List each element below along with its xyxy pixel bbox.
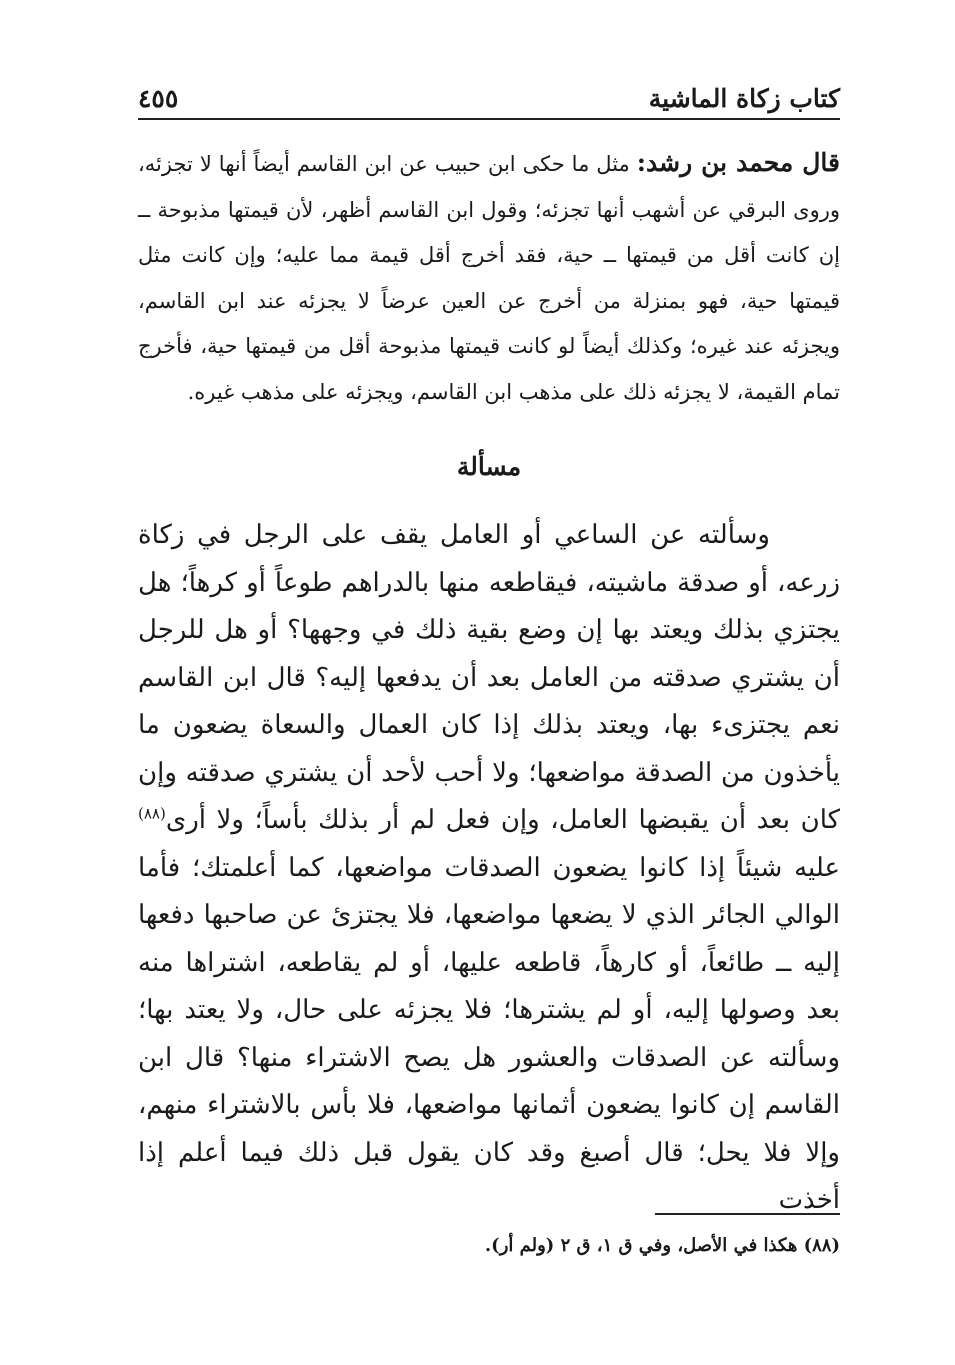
commentary-paragraph — [138, 140, 840, 415]
chapter-title: كتاب زكاة الماشية — [648, 84, 840, 113]
footnote-divider — [655, 1213, 840, 1215]
page-number: ٤٥٥ — [138, 84, 179, 113]
footnote: (٨٨) هكذا في الأصل، وفي ق ١، ق ٢ (ولم أر). — [484, 1235, 840, 1256]
question-paragraph — [138, 512, 840, 1225]
footnote-reference: (٨٨) — [138, 804, 166, 823]
section-heading: مسألة — [456, 452, 522, 481]
running-header — [138, 78, 840, 118]
header-divider — [138, 118, 840, 120]
commentary-text: مثل ما حكى ابن حبيب عن ابن القاسم أيضاً أنها لا تجزئه، وروى البرقي عن أشهب أنها تجزئه؛ وقول ابن القاسم أظهر، لأن قيمتها مذبوحة ــ إن كانت أقل من قيمتها ــ حية، فقد أخرج أقل قيمة مما عليه؛ وإن كانت مثل قيمتها حية، فهو بمنزلة من أخرج عن العين عرضاً لا يجزئه عند ابن القاسم، ويجزئه عند غيره؛ وكذلك أيضاً لو كانت قيمتها مذبوحة أقل من قيمتها حية، فأخرج تمام القيمة، لا يجزئه ذلك على مذهب ابن القاسم، ويجزئه على مذهب غيره. — [138, 152, 840, 404]
speaker-label: قال محمد بن رشد: — [636, 148, 840, 177]
question-text-part1: وسألته عن الساعي أو العامل يقف على الرجل في زكاة زرعه، أو صدقة ماشيته، فيقاطعه منها بالدراهم طوعاً أو كرهاً؛ هل يجتزي بذلك ويعتد بها إن وضع بقية ذلك في وجهها؟ أو هل للرجل أن يشتري صدقته من العامل بعد أن يدفعها إليه؟ قال ابن القاسم نعم يجتزىء بها، ويعتد بذلك إذا كان العمال والسعاة يضعون ما يأخذون من الصدقة مواضعها؛ ولا أحب لأحد أن يشتري صدقته وإن كان بعد أن يقبضها العامل، وإن فعل لم أر بذلك بأساً؛ ولا أرى — [138, 520, 840, 835]
question-text-part2: عليه شيئاً إذا كانوا يضعون الصدقات مواضعها، كما أعلمتك؛ فأما الوالي الجائر الذي لا يضعها مواضعها، فلا يجتزئ عن صاحبها دفعها إليه ــ طائعاً، أو كارهاً، قاطعه عليها، أو لم يقاطعه، اشتراها منه بعد وصولها إليه، أو لم يشترها؛ فلا يجزئه على حال، ولا يعتد بها؛ وسألته عن الصدقات والعشور هل يصح الاشتراء منها؟ قال ابن القاسم إن كانوا يضعون أثمانها مواضعها، فلا بأس بالاشتراء منهم، وإلا فلا يحل؛ قال أصبغ وقد كان يقول قبل ذلك فيما أعلم إذا أخذت — [138, 852, 840, 1215]
